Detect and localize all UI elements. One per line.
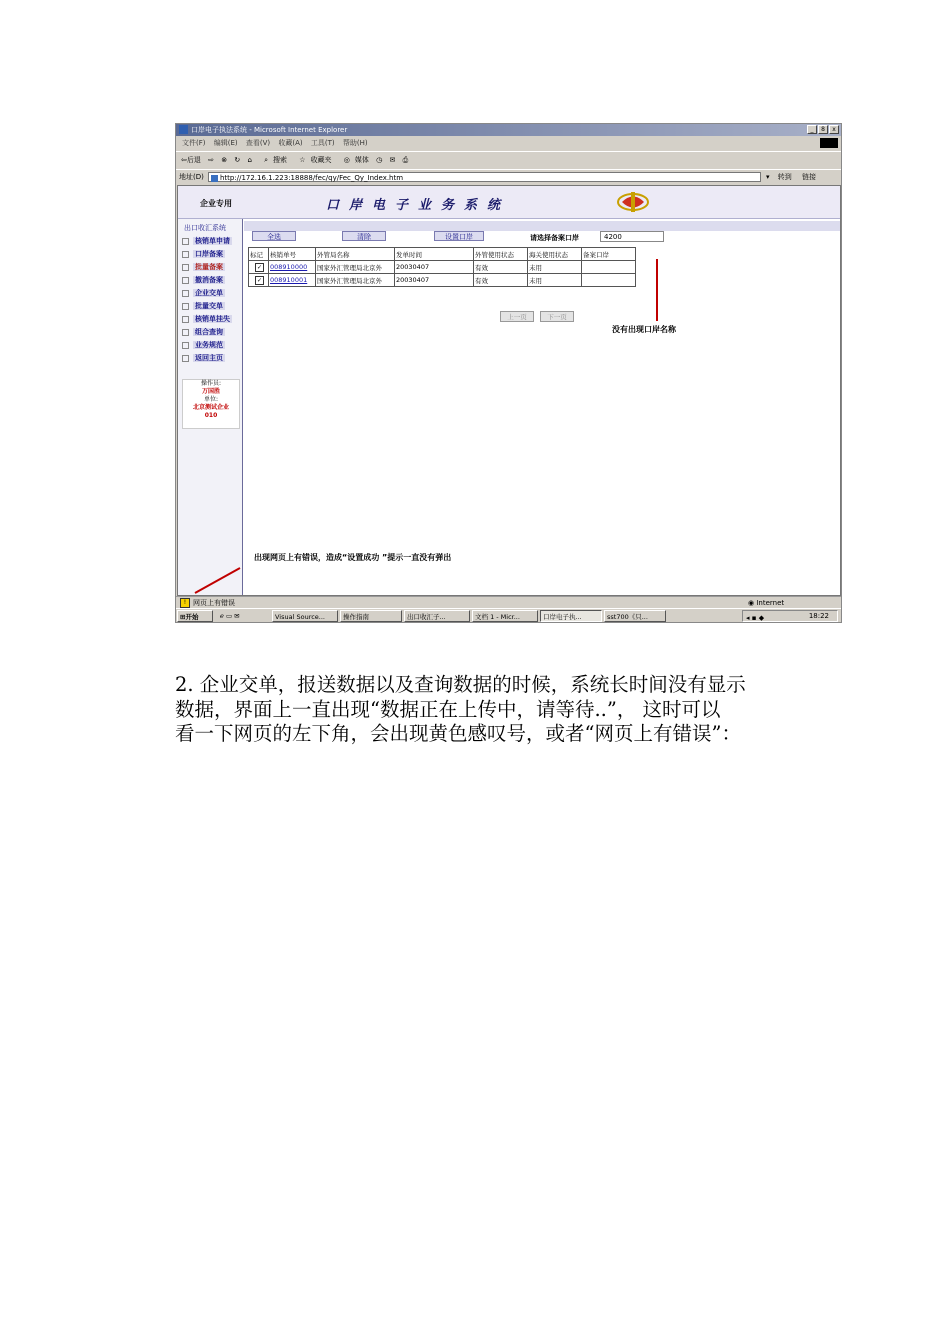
annotation-error-note: 出现网页上有错误，造成“设置成功 ”提示一直没有弹出	[254, 553, 452, 562]
col-number: 核销单号	[269, 248, 316, 261]
mail-icon[interactable]: ✉	[389, 156, 396, 164]
prev-page-button[interactable]: 上一页	[500, 311, 534, 322]
paragraph-line: 2. 企业交单，报送数据以及查询数据的时候，系统长时间没有显示	[175, 673, 746, 696]
set-port-button[interactable]: 设置口岸	[434, 231, 484, 241]
col-fx-status: 外管使用状态	[474, 248, 528, 261]
task-guide[interactable]: 操作指南	[340, 610, 402, 622]
sidebar-item-label: 撤消备案	[195, 276, 223, 284]
row-fx-status: 有效	[474, 261, 528, 274]
media-label: 媒体	[354, 156, 369, 164]
operator-label: 操作员:	[200, 380, 222, 387]
menu-file[interactable]: 文件(F)	[182, 139, 206, 147]
task-browser[interactable]: 口岸电子执...	[540, 610, 602, 622]
unit-code: 010	[204, 412, 218, 419]
sidebar-item-label: 返回主页	[195, 354, 223, 362]
row-fx-status: 有效	[474, 274, 528, 287]
port-input[interactable]: 4200	[600, 231, 664, 242]
banner-left-label: 企业专用	[200, 199, 232, 208]
stop-icon[interactable]: ⊗	[221, 156, 228, 164]
task-export-doc[interactable]: 出口收汇子...	[404, 610, 470, 622]
col-date: 发单时间	[395, 248, 474, 261]
paragraph-line: 看一下网页的左下角，会出现黄色感叹号，或者“网页上有错误”：	[175, 722, 741, 745]
body-paragraph	[175, 673, 815, 747]
search-icon: ⌕	[264, 156, 269, 164]
row-date: 20030407	[395, 274, 474, 287]
operator-name: 万国胜	[201, 388, 220, 395]
row-bureau: 国家外汇管理局北京外	[316, 274, 395, 287]
network-icon[interactable]: ▪	[751, 614, 757, 622]
row-number-link[interactable]: 008910000	[270, 263, 308, 271]
window-title: 口岸电子执法系统 - Microsoft Internet Explorer	[191, 126, 348, 134]
menu-help[interactable]: 帮助(H)	[342, 139, 368, 147]
col-customs-status: 海关使用状态	[528, 248, 582, 261]
globe-icon: ◉	[748, 599, 755, 607]
menu-view[interactable]: 查看(V)	[245, 139, 271, 147]
minimize-button[interactable]: _	[807, 125, 817, 134]
menu-edit[interactable]: 编辑(E)	[213, 139, 238, 147]
unit-label: 单位:	[203, 396, 219, 403]
clear-button[interactable]: 清除	[342, 231, 386, 241]
error-pointer-line	[195, 568, 240, 593]
row-checkbox[interactable]: ✓	[256, 276, 263, 284]
col-bureau: 外管局名称	[316, 248, 395, 261]
maximize-button[interactable]: 8	[818, 125, 828, 134]
annotation-port-missing: 没有出现口岸名称	[612, 325, 676, 334]
sidebar-item-label: 口岸备案	[195, 250, 223, 258]
outlook-icon[interactable]: ✉	[234, 612, 240, 620]
sidebar-item-label: 批量交单	[195, 302, 223, 310]
paragraph-line: 数据，界面上一直出现“数据正在上传中，请等待..”， 这时可以	[175, 697, 721, 721]
address-url: http://172.16.1.223:18888/fec/qy/Fec_Qy_Index.htm	[220, 174, 404, 182]
row-checkbox[interactable]: ✓	[256, 263, 263, 271]
status-text[interactable]: 网页上有错误	[193, 599, 235, 607]
warning-icon[interactable]: !	[180, 598, 190, 608]
back-button[interactable]: ⇦后退	[181, 156, 201, 164]
task-visual-source[interactable]: Visual Source...	[272, 610, 338, 622]
sidebar-item-label: 核销单挂失	[195, 315, 230, 323]
zone-label: Internet	[756, 599, 785, 607]
sidebar-section-title: 出口收汇系统	[184, 224, 226, 232]
refresh-icon[interactable]: ↻	[234, 156, 241, 164]
row-customs-status: 未用	[528, 274, 582, 287]
select-all-button[interactable]: 全选	[252, 231, 296, 241]
task-sst700[interactable]: sst700《只...	[604, 610, 666, 622]
star-icon: ☆	[299, 156, 306, 164]
home-icon[interactable]: ⌂	[247, 156, 252, 164]
row-date: 20030407	[395, 261, 474, 274]
history-icon[interactable]: ◷	[376, 156, 383, 164]
desktop-icon[interactable]: ▭	[225, 612, 233, 620]
media-icon: ◎	[343, 156, 350, 164]
close-button[interactable]: x	[829, 125, 839, 134]
col-mark: 标记	[249, 248, 269, 261]
start-label: 开始	[185, 613, 199, 621]
sidebar-item-label: 业务规范	[195, 341, 223, 349]
print-icon[interactable]: ⎙	[402, 156, 409, 164]
ie-quick-icon[interactable]: ℯ	[220, 612, 224, 620]
dropdown-icon[interactable]: ▾	[766, 173, 770, 181]
favorites-label: 收藏夹	[310, 156, 332, 164]
windows-flag-icon: ⊞	[180, 613, 186, 621]
search-label: 搜索	[273, 156, 288, 164]
menu-tools[interactable]: 工具(T)	[310, 139, 335, 147]
col-port: 备案口岸	[582, 248, 636, 261]
menu-favorites[interactable]: 收藏(A)	[278, 139, 303, 147]
row-number-link[interactable]: 008910001	[270, 276, 308, 284]
go-button[interactable]: 转到	[777, 173, 792, 181]
row-bureau: 国家外汇管理局北京外	[316, 261, 395, 274]
next-page-button[interactable]: 下一页	[540, 311, 574, 322]
links-button[interactable]: 链接	[801, 173, 816, 181]
unit-name: 北京测试企业	[192, 404, 229, 411]
clock: 18:22	[808, 612, 829, 620]
sidebar-item-label: 组合查询	[195, 328, 223, 336]
sidebar-item-label: 企业交单	[195, 289, 223, 297]
input-method-icon[interactable]: ◆	[758, 614, 765, 622]
volume-icon[interactable]: ◂	[746, 614, 750, 622]
row-customs-status: 未用	[528, 261, 582, 274]
port-select-label: 请选择备案口岸	[530, 234, 579, 242]
sidebar-item-label: 批量备案	[195, 263, 223, 271]
task-word-doc[interactable]: 文档 1 - Micr...	[472, 610, 538, 622]
address-label: 地址(D)	[179, 173, 204, 181]
banner-title: 口岸电子业务系统	[326, 198, 511, 213]
forward-icon[interactable]: ⇨	[208, 156, 214, 164]
sidebar-item-label: 核销单申请	[195, 237, 230, 245]
